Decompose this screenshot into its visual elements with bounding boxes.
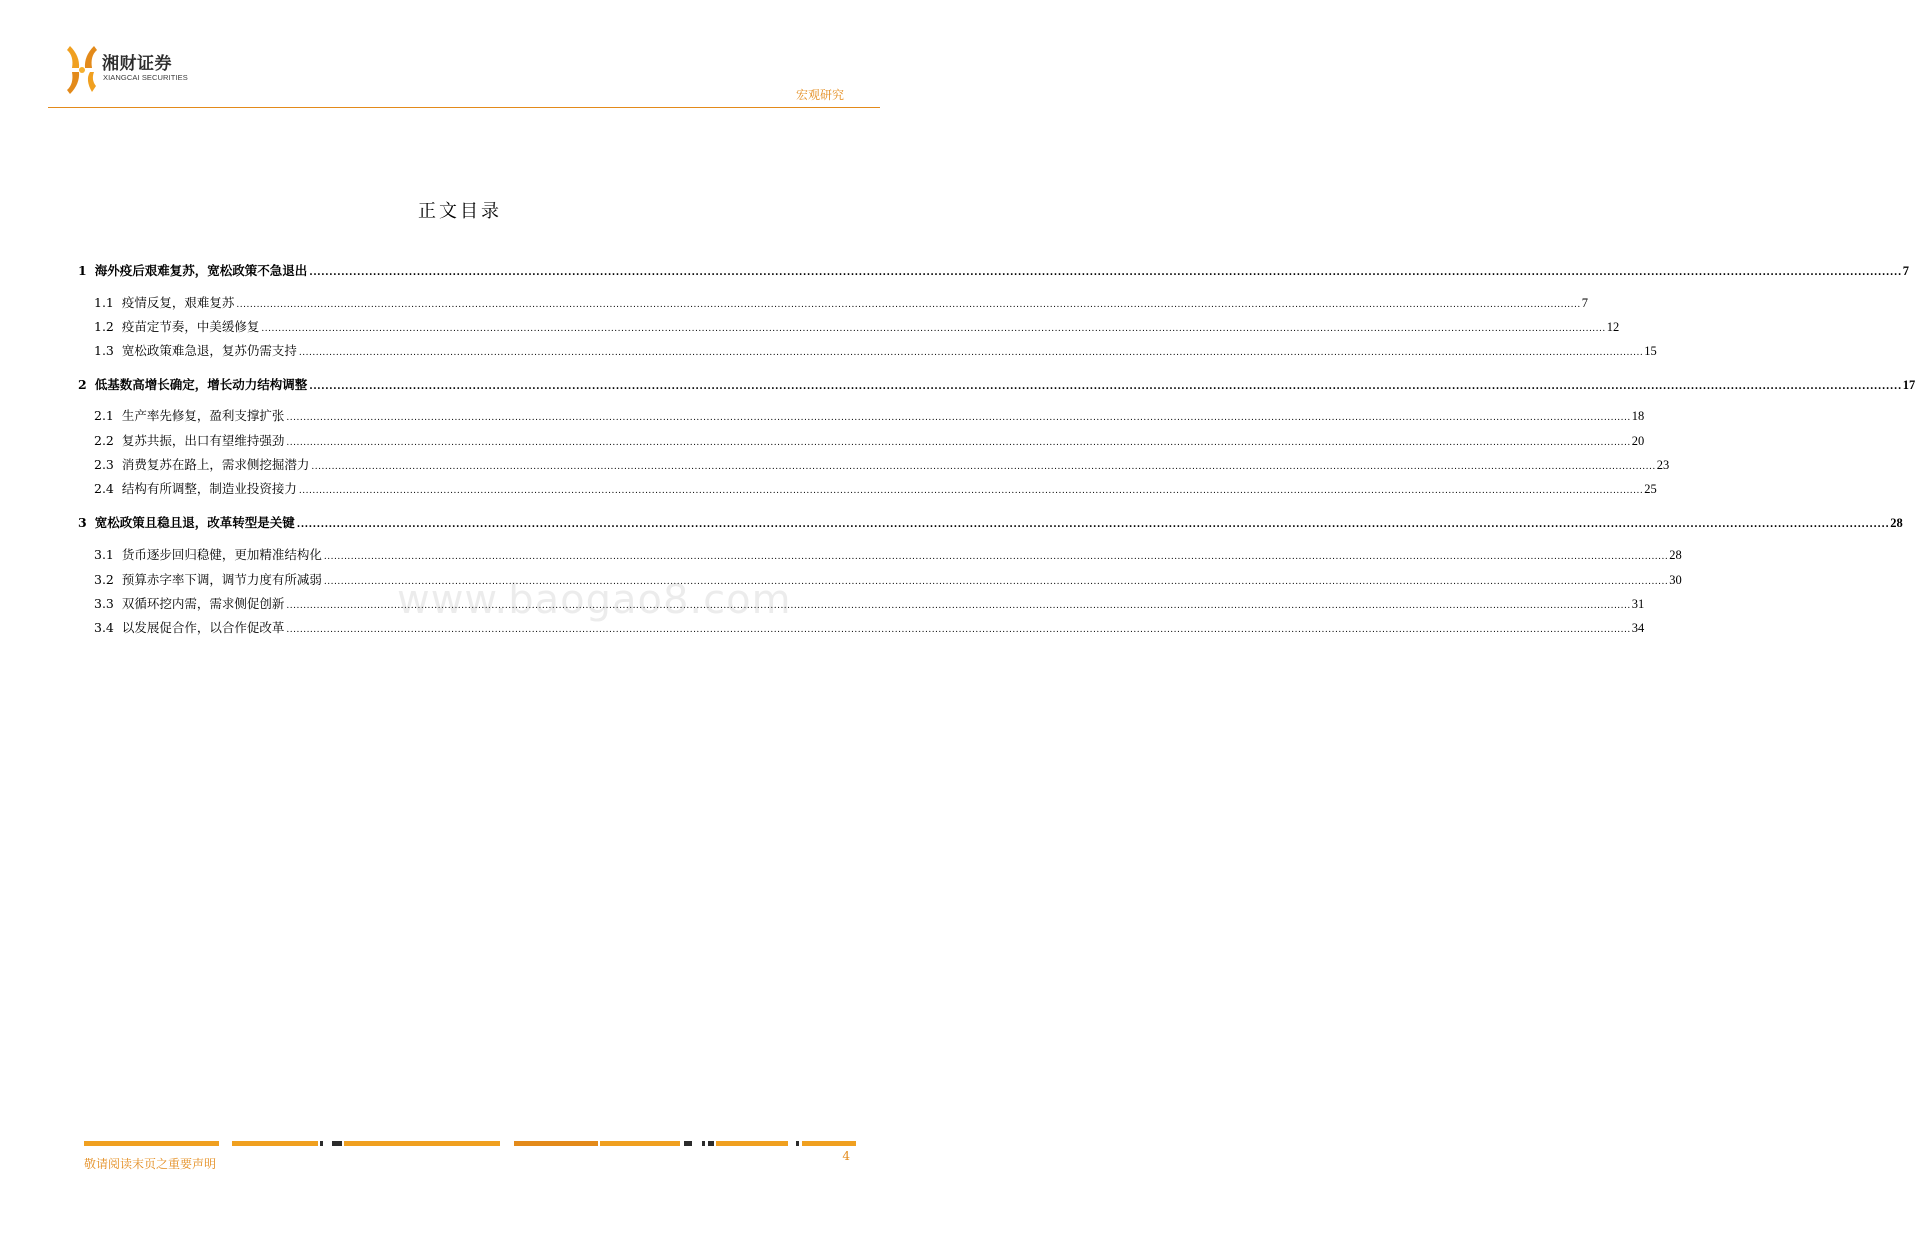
toc-section-entry[interactable] bbox=[94, 341, 1657, 361]
header-divider bbox=[48, 107, 880, 108]
toc-section-entry[interactable] bbox=[94, 293, 1588, 313]
toc-chapter-entry[interactable] bbox=[78, 513, 1903, 533]
toc-entry-page: 18 bbox=[1631, 409, 1645, 423]
toc-dot-leader: ................................................................................................................................................................................................................................................................................................................................................................................................................ bbox=[298, 348, 1644, 358]
toc-entry-number: 1.3 bbox=[94, 343, 114, 358]
toc-entry-number: 3.3 bbox=[94, 596, 114, 611]
toc-chapter-entry[interactable] bbox=[78, 375, 1915, 395]
toc-dot-leader: ................................................................................................................................................................................................................................................................................................................................................................................................................ bbox=[261, 324, 1606, 334]
xiangcai-logo-icon bbox=[66, 42, 98, 98]
toc-entry-page: 20 bbox=[1631, 434, 1645, 448]
report-category: 宏观研究 bbox=[795, 88, 844, 102]
toc-entry-number: 2.4 bbox=[94, 481, 114, 496]
watermark-text: www.baogao8.com bbox=[397, 577, 792, 623]
toc-dot-leader: ................................................................................................................................................................................................................................................................................................................................................................................................................ bbox=[286, 601, 1631, 611]
toc-entry-label: 消费复苏在路上，需求侧挖掘潜力 bbox=[121, 457, 310, 472]
toc-entry-page: 7 bbox=[1581, 296, 1588, 310]
disclaimer-note: 敬请阅读末页之重要声明 bbox=[84, 1157, 217, 1171]
logo-english-name: XIANGCAI SECURITIES bbox=[103, 73, 188, 82]
toc-dot-leader: ................................................................................................................................................................................................................................................................................................................................................................................................................ bbox=[309, 267, 1902, 278]
toc-section-entry[interactable] bbox=[94, 455, 1670, 475]
toc-entry-number: 1 bbox=[78, 263, 87, 278]
toc-dot-leader: ................................................................................................................................................................................................................................................................................................................................................................................................................ bbox=[286, 413, 1631, 423]
toc-entry-page: 15 bbox=[1644, 344, 1657, 358]
toc-entry-label: 疫情反复，艰难复苏 bbox=[121, 295, 235, 310]
toc-entry-label: 预算赤字率下调，调节力度有所减弱 bbox=[121, 572, 322, 587]
toc-entry-label: 低基数高增长确定，增长动力结构调整 bbox=[94, 377, 308, 392]
toc-entry-label: 宽松政策且稳且退，改革转型是关键 bbox=[94, 515, 295, 530]
toc-entry-number: 2.1 bbox=[94, 408, 114, 423]
toc-dot-leader: ................................................................................................................................................................................................................................................................................................................................................................................................................ bbox=[309, 381, 1902, 392]
toc-section-entry[interactable] bbox=[94, 545, 1682, 565]
toc-entry-page: 30 bbox=[1669, 573, 1682, 587]
toc-dot-leader: ................................................................................................................................................................................................................................................................................................................................................................................................................ bbox=[296, 519, 1890, 530]
toc-entry-page: 34 bbox=[1631, 621, 1645, 635]
toc-entry-label: 疫苗定节奏，中美缓修复 bbox=[121, 319, 260, 334]
toc-entry-page: 25 bbox=[1644, 482, 1657, 496]
toc-dot-leader: ................................................................................................................................................................................................................................................................................................................................................................................................................ bbox=[323, 577, 1669, 587]
toc-entry-number: 3 bbox=[78, 515, 87, 530]
toc-entry-page: 28 bbox=[1669, 548, 1682, 562]
toc-entry-label: 生产率先修复，盈利支撑扩张 bbox=[121, 408, 285, 423]
toc-entry-number: 2.2 bbox=[94, 433, 114, 448]
toc-entry-number: 1.2 bbox=[94, 319, 114, 334]
toc-dot-leader: ................................................................................................................................................................................................................................................................................................................................................................................................................ bbox=[286, 625, 1631, 635]
toc-entry-label: 以发展促合作，以合作促改革 bbox=[121, 620, 285, 635]
toc-entry-page: 17 bbox=[1902, 378, 1915, 392]
page-number: 4 bbox=[842, 1149, 850, 1163]
toc-entry-label: 结构有所调整，制造业投资接力 bbox=[121, 481, 297, 496]
logo-chinese-name: 湘财证券 bbox=[102, 54, 172, 74]
toc-section-entry[interactable] bbox=[94, 317, 1620, 337]
toc-entry-number: 2.3 bbox=[94, 457, 114, 472]
toc-entry-label: 双循环挖内需，需求侧促创新 bbox=[121, 596, 285, 611]
toc-entry-number: 2 bbox=[78, 377, 87, 392]
toc-entry-number: 3.1 bbox=[94, 547, 114, 562]
toc-dot-leader: ................................................................................................................................................................................................................................................................................................................................................................................................................ bbox=[323, 552, 1669, 562]
toc-entry-number: 3.4 bbox=[94, 620, 114, 635]
toc-dot-leader: ................................................................................................................................................................................................................................................................................................................................................................................................................ bbox=[311, 462, 1656, 472]
toc-section-entry[interactable] bbox=[94, 479, 1657, 499]
toc-entry-label: 海外疫后艰难复苏，宽松政策不急退出 bbox=[94, 263, 308, 278]
toc-entry-label: 宽松政策难急退，复苏仍需支持 bbox=[121, 343, 297, 358]
toc-title: 正文目录 bbox=[418, 201, 502, 222]
toc-entry-page: 28 bbox=[1890, 516, 1903, 530]
company-logo bbox=[66, 42, 226, 98]
toc-section-entry[interactable] bbox=[94, 406, 1645, 426]
toc-entry-page: 23 bbox=[1656, 458, 1670, 472]
toc-entry-page: 7 bbox=[1902, 264, 1910, 278]
toc-entry-page: 12 bbox=[1606, 320, 1620, 334]
toc-section-entry[interactable] bbox=[94, 431, 1645, 451]
toc-entry-page: 31 bbox=[1631, 597, 1645, 611]
footer-decorative-bar bbox=[84, 1141, 856, 1146]
toc-dot-leader: ................................................................................................................................................................................................................................................................................................................................................................................................................ bbox=[236, 300, 1581, 310]
toc-chapter-entry[interactable] bbox=[78, 261, 1910, 281]
toc-entry-label: 复苏共振，出口有望维持强劲 bbox=[121, 433, 285, 448]
toc-entry-number: 1.1 bbox=[94, 295, 114, 310]
toc-entry-number: 3.2 bbox=[94, 572, 114, 587]
toc-dot-leader: ................................................................................................................................................................................................................................................................................................................................................................................................................ bbox=[286, 438, 1631, 448]
toc-entry-label: 货币逐步回归稳健，更加精准结构化 bbox=[121, 547, 322, 562]
toc-dot-leader: ................................................................................................................................................................................................................................................................................................................................................................................................................ bbox=[298, 486, 1644, 496]
